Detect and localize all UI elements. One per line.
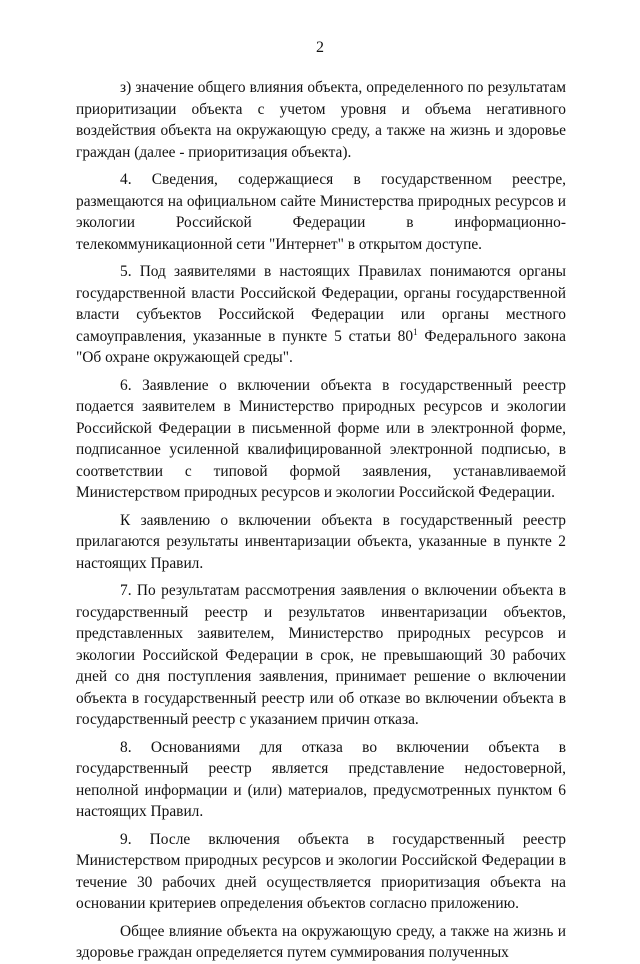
paragraph-10: Общее влияние объекта на окружающую среду, а также на жизнь и здоровье граждан определяется путем суммирования полученных (76, 922, 566, 961)
paragraph-7: 7. По результатам рассмотрения заявления о включении объекта в государственный реестр и результатов инвентаризации объектов, представленных заявителем, Министерство природных ресурсов и экологии Российской Федерации в срок, не превышающий 30 рабочих дней со дня поступления заявления, принимает решение о включении объекта в государственный реестр или об отказе во включении объекта в государственный реестр с указанием причин отказа. (76, 582, 566, 728)
paragraph-5-superscript: 1 (413, 326, 418, 337)
paragraph-5 (76, 261, 566, 369)
paragraph-8: 8. Основаниями для отказа во включении объекта в государственный реестр является представление недостоверной, неполной информации и (или) материалов, предусмотренных пунктом 6 настоящих Правил. (76, 738, 566, 820)
paragraph-4: 4. Сведения, содержащиеся в государственном реестре, размещаются на официальном сайте Министерства природных ресурсов и экологии Российской Федерации в информационно-телекоммуникационной сети "Интернет" в открытом доступе. (76, 171, 566, 253)
paragraph-9: 9. После включения объекта в государственный реестр Министерством природных ресурсов и экологии Российской Федерации в течение 30 рабочих дней осуществляется приоритизация объекта на основании критериев определения объектов согласно приложению. (76, 830, 566, 912)
paragraph-3z: з) значение общего влияния объекта, определенного по результатам приоритизации объекта с учетом уровня и объема негативного воздействия объекта на окружающую среду, а также на жизнь и здоровье граждан (далее - приоритизация объекта). (76, 79, 566, 161)
paragraph-5-text-before: 5. Под заявителями в настоящих Правилах понимаются органы государственной власти Российской Федерации, органы государственной власти субъектов Российской Федерации или органы местного самоуправления, указанные в пункте 5 статьи 80 (76, 263, 566, 345)
paragraph-5-text-after: Федерального закона "Об охране окружающей среды". (76, 327, 566, 366)
page-number: 2 (316, 39, 324, 56)
paragraph-6-attachment: К заявлению о включении объекта в государственный реестр прилагаются результаты инвентаризации объекта, указанные в пункте 2 настоящих Правил. (76, 511, 566, 572)
document-body (76, 77, 566, 964)
paragraph-6: 6. Заявление о включении объекта в государственный реестр подается заявителем в Министерство природных ресурсов и экологии Российской Федерации в письменной форме или в электронной форме, подписанное усиленной квалифицированной электронной подписью, в соответствии с типовой формой заявления, устанавливаемой Министерством природных ресурсов и экологии Российской Федерации. (76, 376, 566, 501)
